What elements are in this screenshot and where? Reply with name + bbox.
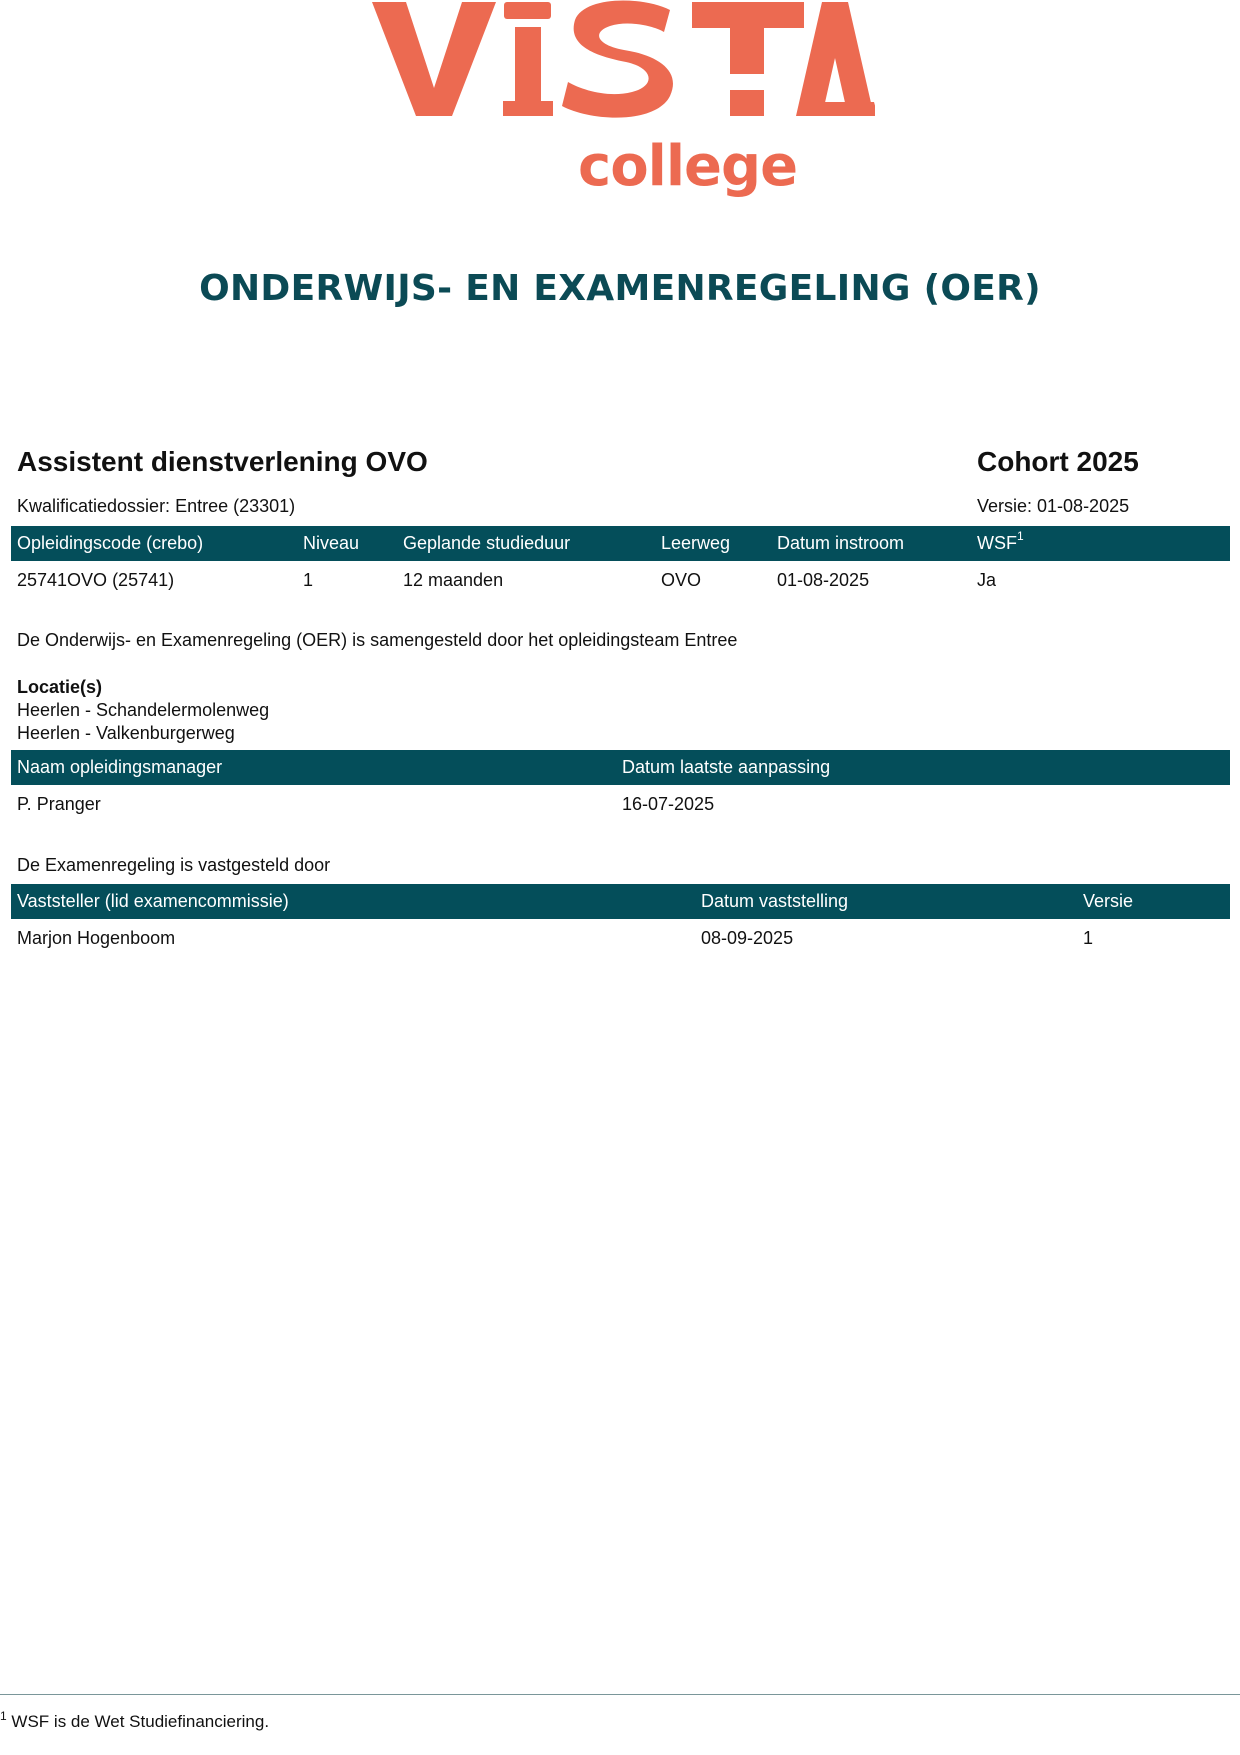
cell-niveau: 1: [303, 570, 314, 590]
header-vaststeller: Vaststeller (lid examencommissie): [11, 884, 695, 919]
header-niveau: Niveau: [297, 526, 397, 561]
footnote-mark: 1: [0, 1709, 7, 1723]
course-table-header-row: [11, 526, 1230, 561]
cell-datum-instroom: 01-08-2025: [777, 570, 870, 590]
table-row: [11, 561, 1230, 600]
footnote: [0, 1709, 270, 1732]
header-versie: Versie: [1077, 884, 1230, 919]
document-title: ONDERWIJS- EN EXAMENREGELING (OER): [199, 268, 1041, 309]
cell-opleidingscode: 25741OVO (25741): [17, 570, 175, 590]
header-opleidingscode: Opleidingscode (crebo): [11, 526, 297, 561]
footnote-text: WSF is de Wet Studiefinanciering.: [11, 1712, 270, 1731]
table-row: [11, 785, 1230, 824]
locations-label: Locatie(s): [17, 677, 103, 697]
wsf-label: WSF: [977, 533, 1017, 553]
header-wsf: [971, 526, 1230, 561]
header-opleidingsmanager: Naam opleidingsmanager: [11, 750, 616, 785]
version-date: Versie: 01-08-2025: [977, 496, 1130, 516]
vista-college-logo: [370, 0, 875, 205]
location-item: Heerlen - Schandelermolenweg: [17, 700, 270, 720]
cell-wsf: Ja: [977, 570, 997, 590]
cell-last-modified: 16-07-2025: [622, 794, 715, 814]
cohort-title: Cohort 2025: [977, 446, 1139, 477]
header-datum-vaststelling: Datum vaststelling: [695, 884, 1077, 919]
wsf-footnote-mark[interactable]: 1: [1017, 529, 1024, 543]
header-studieduur: Geplande studieduur: [397, 526, 655, 561]
cell-manager-name: P. Pranger: [17, 794, 101, 814]
table-row: [11, 919, 1230, 958]
program-name: Assistent dienstverlening OVO: [17, 446, 428, 477]
manager-table-header-row: [11, 750, 1230, 785]
logo-college-text: college: [578, 134, 798, 199]
header-leerweg: Leerweg: [655, 526, 771, 561]
approval-table: [11, 884, 1230, 958]
cell-vaststeller: Marjon Hogenboom: [17, 928, 176, 948]
cell-versie: 1: [1083, 928, 1094, 948]
approval-table-header-row: [11, 884, 1230, 919]
cell-leerweg: OVO: [661, 570, 702, 590]
manager-table: [11, 750, 1230, 824]
cell-datum-vaststelling: 08-09-2025: [701, 928, 794, 948]
header-laatste-aanpassing: Datum laatste aanpassing: [616, 750, 1230, 785]
location-item: Heerlen - Valkenburgerweg: [17, 723, 235, 743]
cell-studieduur: 12 maanden: [403, 570, 504, 590]
footnote-divider: [0, 1694, 1240, 1695]
locations-block: [17, 676, 269, 745]
qualification-dossier: Kwalificatiedossier: Entree (23301): [17, 496, 296, 516]
composed-by-text: De Onderwijs- en Examenregeling (OER) is samengesteld door het opleidingsteam Entree: [17, 630, 738, 650]
course-info-table: [11, 526, 1230, 600]
established-by-text: De Examenregeling is vastgesteld door: [17, 855, 331, 875]
header-datum-instroom: Datum instroom: [771, 526, 971, 561]
